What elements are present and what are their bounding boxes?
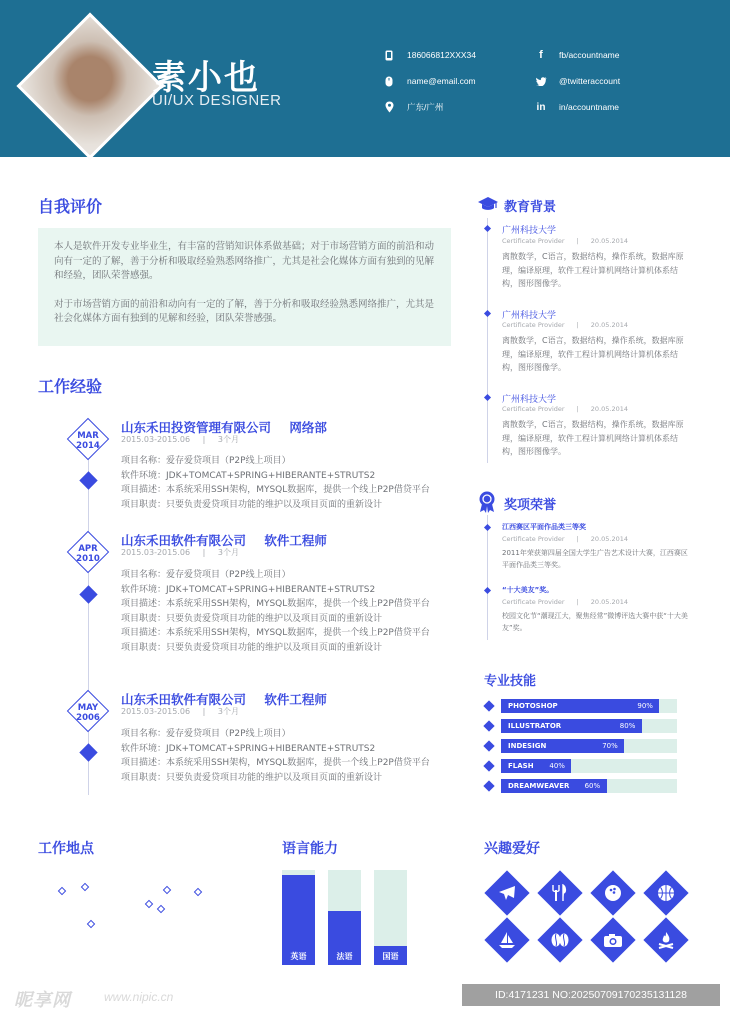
map-marker: [157, 905, 165, 913]
basketball-icon: [650, 877, 682, 909]
skill-dot: [483, 720, 494, 731]
contact-email: [383, 75, 476, 87]
job-company: 山东禾田软件有限公司: [121, 533, 247, 548]
award-meta: Certificate Provider | 20.05.2014: [502, 598, 629, 606]
job-year: 2006: [76, 713, 100, 723]
medal-icon: [478, 491, 496, 517]
education-description: 离散数学，C语言，数据结构，操作系统，数据库原理，编译原理，软件工程计算机网络计算机体系结构，图形图像学。: [502, 336, 684, 372]
skill-name: INDESIGN: [508, 742, 547, 750]
language-label: 英语: [290, 952, 307, 961]
education-dot: [484, 394, 491, 401]
contact-linkedin: [535, 101, 619, 113]
skill-dot: [483, 700, 494, 711]
person-role: UI/UX DESIGNER: [152, 92, 282, 109]
sailboat-icon: [491, 924, 523, 956]
job-position: 网络部: [289, 420, 327, 435]
job-detail-line: 项目描述：本系统采用SSH架构，MYSQL数据库，提供一个线上P2P借贷平台: [121, 599, 430, 609]
job-detail-line: 项目职责：只要负责爱贷项目功能的维护以及项目页面的重新设计: [121, 772, 383, 783]
coffee-bean-icon: [544, 924, 576, 956]
camera-icon: [597, 924, 629, 956]
bowling-icon: [597, 877, 629, 909]
job-meta: 2015.03-2015.06 | 3个月: [121, 707, 239, 716]
job-meta: 2015.03-2015.06 | 3个月: [121, 548, 239, 557]
language-bar: [282, 870, 315, 965]
summary-title: 自我评价: [38, 197, 103, 216]
skill-percent: 90%: [637, 702, 653, 710]
skill-name: FLASH: [508, 762, 534, 770]
contact-phone: [383, 49, 476, 61]
twitter-text: @twitteraccount: [559, 76, 621, 86]
job-detail-line: 项目描述：本系统采用SSH架构，MYSQL数据库，提供一个线上P2P借贷平台: [121, 758, 430, 768]
graduation-cap-icon: [478, 196, 498, 216]
education-meta: Certificate Provider | 20.05.2014: [502, 237, 629, 245]
education-provider: Certificate Provider: [502, 237, 565, 245]
map-marker: [163, 886, 171, 894]
education-dot: [484, 310, 491, 317]
award-name: 江西赛区平面作品类三等奖: [502, 523, 586, 531]
skill-percent: 80%: [619, 722, 636, 730]
work-title: 工作经验: [38, 377, 103, 396]
avatar: [16, 12, 163, 159]
skill-percent: 60%: [584, 782, 601, 790]
language-bar: [374, 870, 407, 965]
facebook-text: fb/accountname: [559, 50, 620, 60]
map-marker: [58, 887, 66, 895]
education-school: 广州科技大学: [502, 395, 557, 405]
map-marker: [194, 888, 202, 896]
job-period: 2015.03-2015.06: [121, 548, 191, 557]
job-position: 软件工程师: [264, 692, 327, 707]
education-provider: Certificate Provider: [502, 405, 565, 413]
award-description: 2011年荣获第四届全国大学生广告艺术设计大赛，江西赛区平面作品类三等奖。: [502, 549, 688, 569]
job-detail-line: 项目名称：爱存爱贷项目（P2P线上项目）: [121, 570, 291, 580]
plane-icon: [491, 877, 523, 909]
job-detail-line: 项目职责：只要负责爱贷项目功能的维护以及项目页面的重新设计: [121, 499, 383, 510]
phone-icon: [383, 49, 395, 61]
skills-title: 专业技能: [484, 674, 537, 689]
linkedin-icon: in: [536, 101, 546, 113]
education-meta: Certificate Provider | 20.05.2014: [502, 405, 629, 413]
job-duration: 3个月: [217, 435, 239, 444]
award-provider: Certificate Provider: [502, 535, 565, 543]
job-details: [121, 454, 430, 512]
job-detail-line: 项目描述：本系统采用SSH架构，MYSQL数据库，提供一个线上P2P借贷平台: [121, 485, 430, 495]
education-title: 教育背景: [504, 200, 557, 215]
job-month: MAY: [77, 703, 99, 713]
location-text: 广东/广州: [407, 102, 444, 112]
education-date: 20.05.2014: [590, 321, 629, 329]
education-school: 广州科技大学: [502, 226, 557, 236]
awards-title: 奖项荣誉: [504, 498, 557, 513]
job-detail-line: 软件环境：JDK+TOMCAT+SPRING+HIBERANTE+STRUTS2: [121, 584, 376, 595]
summary-box: [38, 228, 451, 346]
skill-name: PHOTOSHOP: [508, 702, 558, 710]
language-label: 国语: [382, 952, 399, 961]
job-timeline-dot: [79, 471, 97, 489]
utensils-icon: [544, 877, 576, 909]
education-date: 20.05.2014: [590, 405, 629, 413]
job-duration: 3个月: [217, 548, 239, 557]
twitter-icon: [535, 75, 547, 87]
locations-title: 工作地点: [38, 841, 94, 857]
header-banner: [0, 0, 730, 157]
job-year: 2010: [76, 554, 100, 564]
skill-percent: 70%: [602, 742, 618, 750]
job-position: 软件工程师: [264, 533, 327, 548]
hobbies-title: 兴趣爱好: [484, 841, 540, 857]
job-company: 山东禾田软件有限公司: [121, 692, 247, 707]
map-marker: [87, 920, 95, 928]
watermark-id: ID:4171231 NO:20250709170235131128: [462, 984, 720, 1006]
job-detail-line: 项目职责：只要负责爱贷项目功能的维护以及项目页面的重新设计: [121, 613, 383, 624]
job-detail-line: 项目描述：本系统采用SSH架构，MYSQL数据库，提供一个线上P2P借贷平台: [121, 628, 430, 638]
education-description: 离散数学，C语言，数据结构，操作系统，数据库原理，编译原理，软件工程计算机网络计算机体系结构，图形图像学。: [502, 252, 684, 288]
skill-dot: [483, 740, 494, 751]
person-name: 素小也: [152, 58, 260, 98]
education-provider: Certificate Provider: [502, 321, 565, 329]
job-detail-line: 项目名称：爱存爱贷项目（P2P线上项目）: [121, 456, 291, 466]
award-dot: [484, 524, 491, 531]
job-detail-line: 项目职责：只要负责爱贷项目功能的维护以及项目页面的重新设计: [121, 642, 383, 653]
award-name: “十大美友”奖。: [502, 586, 554, 594]
job-period: 2015.03-2015.06: [121, 707, 191, 716]
mouse-icon: [383, 75, 395, 87]
education-description: 离散数学，C语言，数据结构，操作系统，数据库原理，编译原理，软件工程计算机网络计算机体系结构，图形图像学。: [502, 420, 684, 456]
job-month: MAR: [77, 431, 99, 441]
job-details: [121, 568, 430, 655]
education-date: 20.05.2014: [590, 237, 629, 245]
summary-paragraph-1: 本人是软件开发专业毕业生，有丰富的营销知识体系做基础；对于市场营销方面的前沿和动向有一定的了解，善于分析和吸取经验熟悉网络推广，尤其是社会化媒体方面有独到的见解和经验，团队荣誉感强。: [54, 241, 435, 281]
job-year: 2014: [76, 441, 100, 451]
job-timeline-dot: [79, 743, 97, 761]
job-detail-line: 项目名称：爱存爱贷项目（P2P线上项目）: [121, 729, 291, 739]
job-detail-line: 软件环境：JDK+TOMCAT+SPRING+HIBERANTE+STRUTS2: [121, 743, 376, 754]
award-date: 20.05.2014: [590, 535, 629, 543]
job-period: 2015.03-2015.06: [121, 435, 191, 444]
skill-name: DREAMWEAVER: [508, 782, 570, 790]
job-date: [63, 703, 113, 723]
contact-location: [383, 101, 443, 113]
map-marker: [81, 883, 89, 891]
job-month: APR: [78, 544, 98, 554]
job-date: [63, 544, 113, 564]
campfire-icon: [650, 924, 682, 956]
skill-percent: 40%: [549, 762, 565, 770]
job-meta: 2015.03-2015.06 | 3个月: [121, 435, 239, 444]
linkedin-text: in/accountname: [559, 102, 620, 112]
skill-dot: [483, 780, 494, 791]
watermark-brand: 昵享网: [14, 990, 71, 1011]
education-meta: Certificate Provider | 20.05.2014: [502, 321, 629, 329]
education-school: 广州科技大学: [502, 311, 557, 321]
job-date: [63, 431, 113, 451]
map-marker: [145, 900, 153, 908]
job-details: [121, 727, 430, 785]
facebook-icon: f: [539, 49, 543, 61]
location-pin-icon: [383, 101, 395, 113]
skill-dot: [483, 760, 494, 771]
award-provider: Certificate Provider: [502, 598, 565, 606]
education-timeline-line: [487, 218, 488, 463]
language-bar: [328, 870, 361, 965]
awards-timeline-line: [487, 515, 488, 640]
contact-twitter: [535, 75, 620, 87]
email-text: name@email.com: [407, 76, 476, 86]
job-detail-line: 软件环境：JDK+TOMCAT+SPRING+HIBERANTE+STRUTS2: [121, 470, 376, 481]
education-dot: [484, 225, 491, 232]
watermark-url: www.nipic.cn: [104, 990, 174, 1004]
award-date: 20.05.2014: [590, 598, 629, 606]
summary-paragraph-2: 对于市场营销方面的前沿和动向有一定的了解，善于分析和吸取经验熟悉网络推广，尤其是社会化媒体方面有独到的见解和经验，团队荣誉感强。: [54, 298, 435, 324]
job-duration: 3个月: [217, 707, 239, 716]
contact-facebook: [535, 49, 619, 61]
job-timeline-dot: [79, 585, 97, 603]
languages-title: 语言能力: [282, 841, 338, 857]
phone-text: 186066812XXX34: [407, 50, 477, 60]
job-company: 山东禾田投资管理有限公司: [121, 420, 272, 435]
award-meta: Certificate Provider | 20.05.2014: [502, 535, 629, 543]
language-label: 法语: [336, 952, 353, 961]
skill-name: ILLUSTRATOR: [508, 722, 562, 730]
award-dot: [484, 587, 491, 594]
award-description: 校园文化节“潮现江大，聚焦经常”微博评选大赛中获“十大美友”奖。: [502, 612, 688, 632]
